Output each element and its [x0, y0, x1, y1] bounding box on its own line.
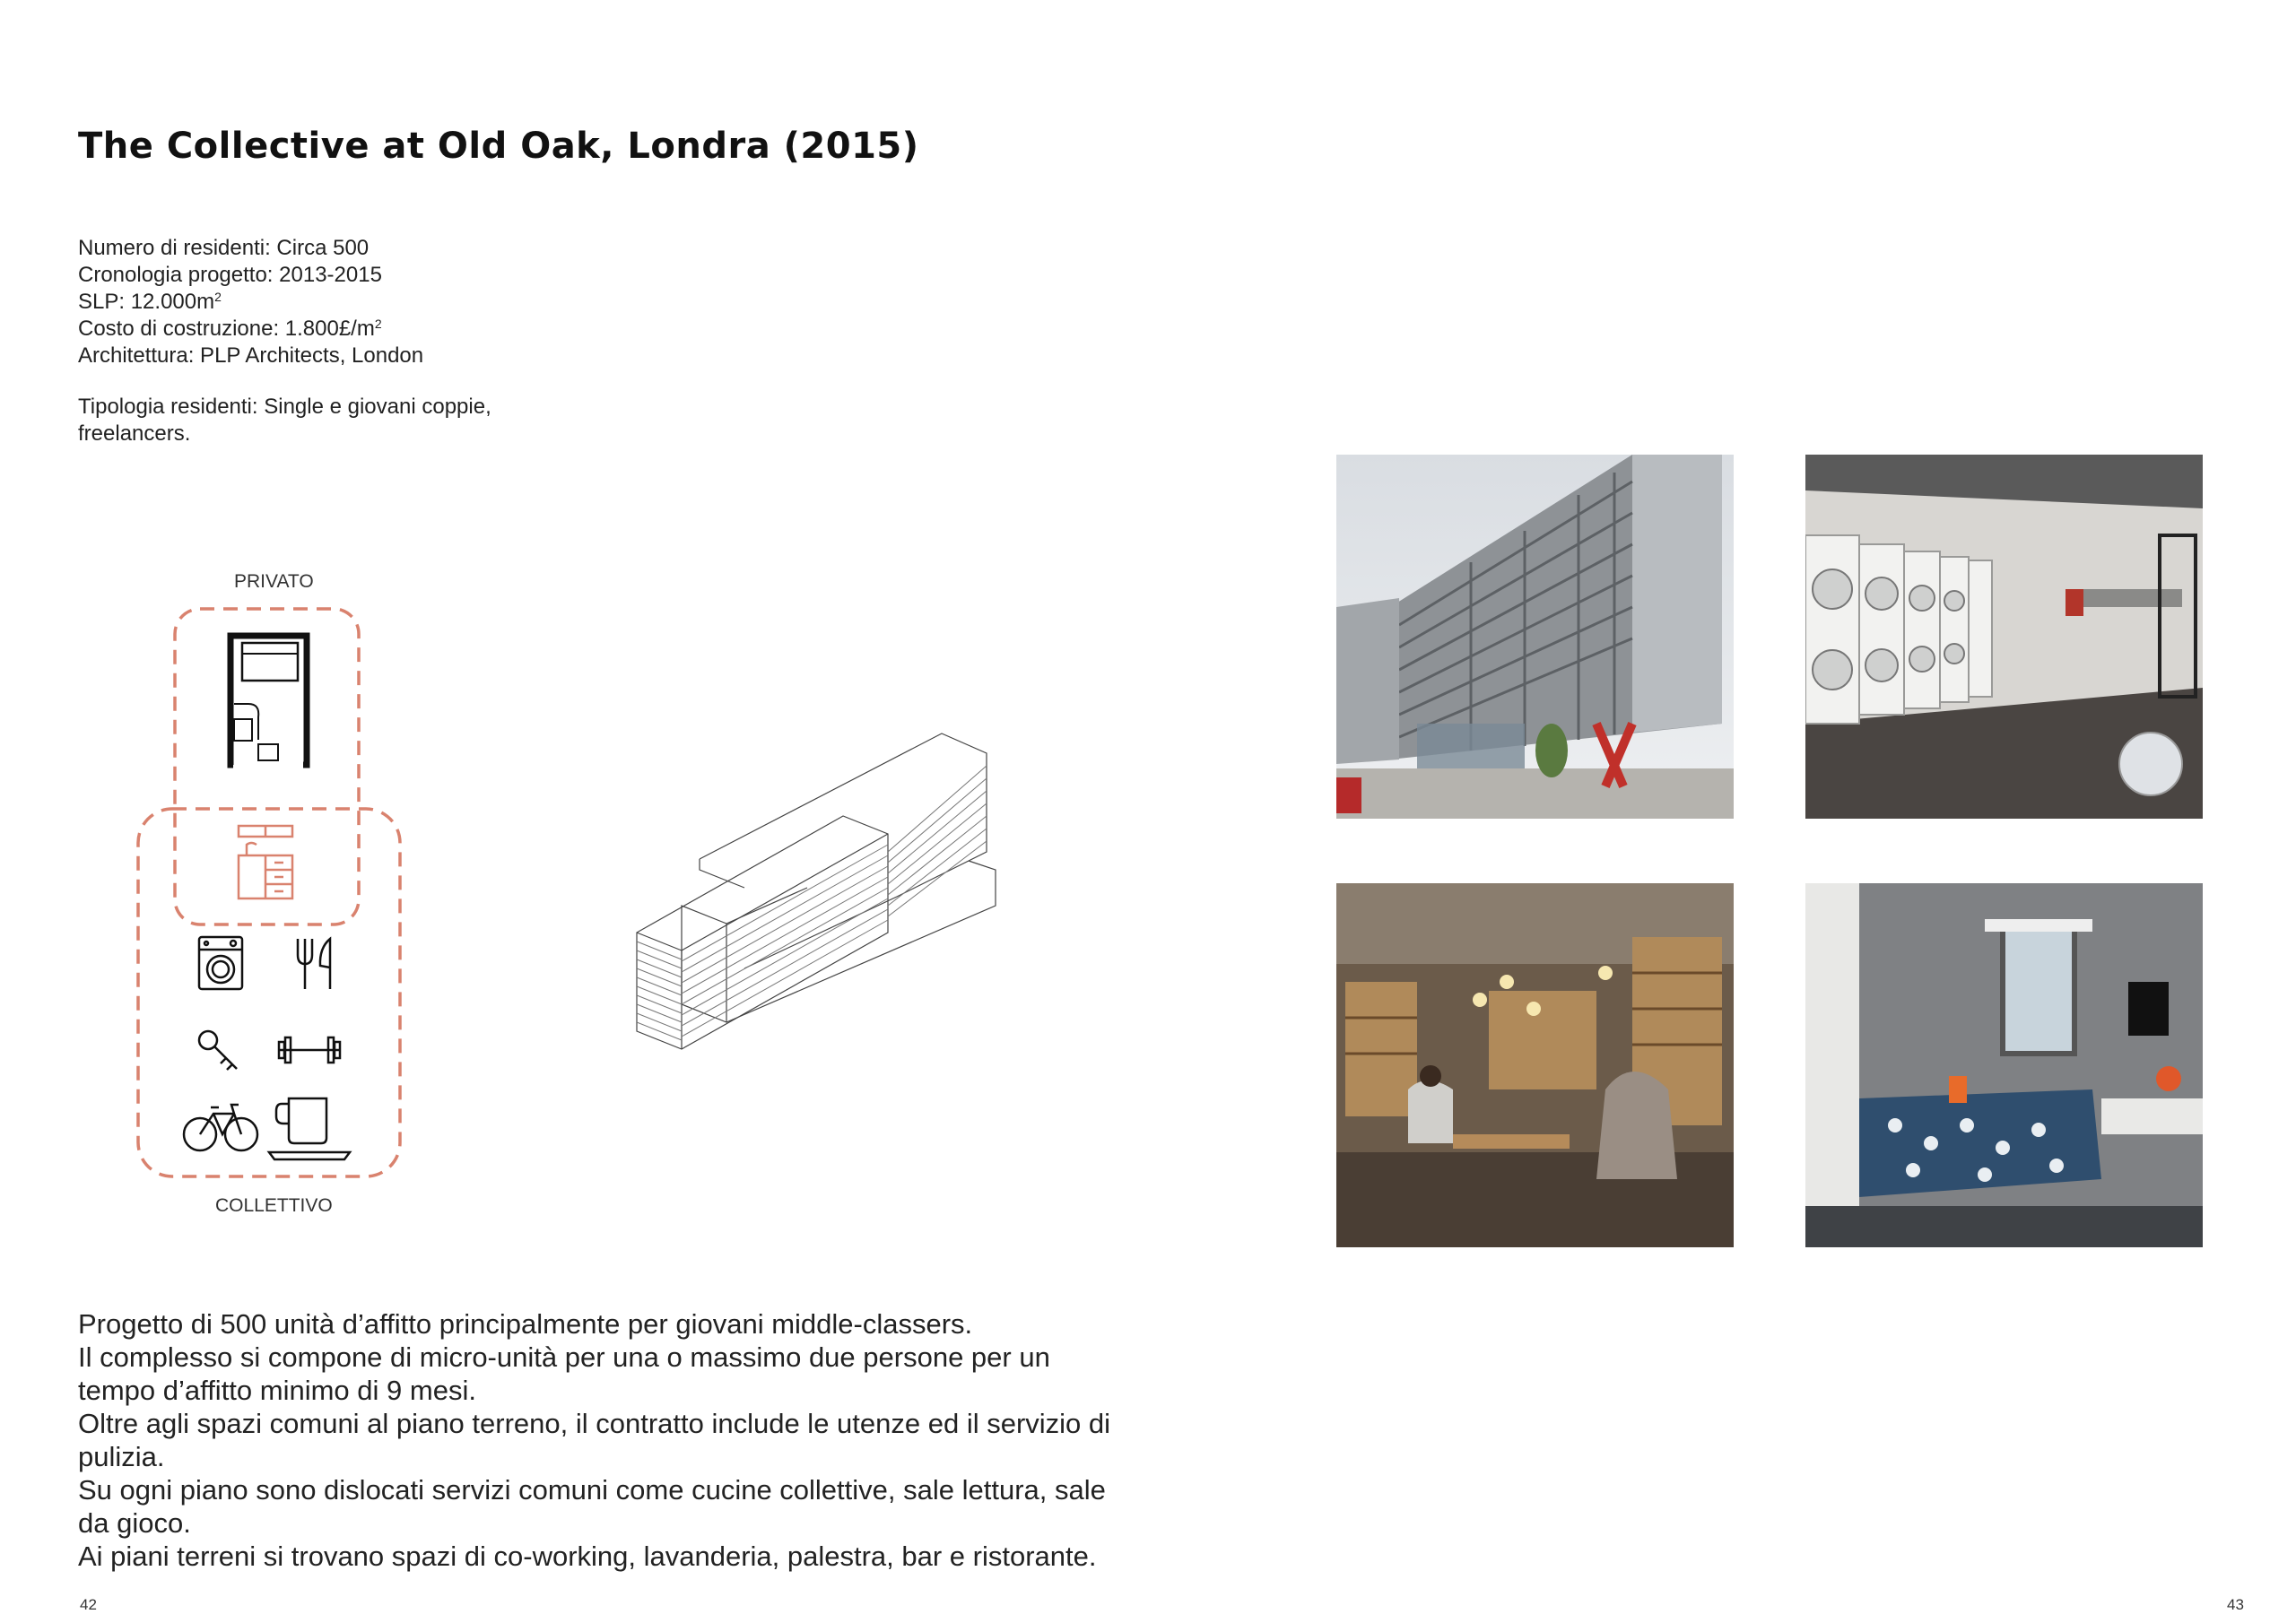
key-icon — [199, 1031, 237, 1070]
private-label: PRIVATO — [234, 571, 314, 592]
page-title: The Collective at Old Oak, Londra (2015) — [78, 126, 919, 167]
timeline-info: Cronologia progetto: 2013-2015 — [78, 263, 382, 287]
project-description: Progetto di 500 unità d’affitto principalmente per giovani middle-classers. Il complesso si compone di micro-unità per una o massimo due persone per un tempo d’affitto minimo di 9 mesi. Oltre agli spazi comuni al piano terreno, il contratto include le utenze ed il servizio di pulizia. Su ogni piano sono dislocati servizi comuni come cucine collettive, sale lettura, sale da gioco. Ai piani terreni si trovano spazi di co-working, lavanderia, palestra, bar e ristorante. — [78, 1308, 1111, 1572]
private-zone — [175, 609, 359, 924]
dumbbell-icon — [278, 1037, 341, 1063]
collective-label: COLLETTIVO — [215, 1195, 333, 1216]
fork-knife-icon — [298, 939, 330, 989]
collective-zone — [138, 809, 400, 1176]
page-number-right: 43 — [2227, 1596, 2244, 1613]
architecture-info: Architettura: PLP Architects, London — [78, 343, 424, 368]
slp-info: SLP: $12.000m^2$ — [78, 290, 222, 314]
project-info — [78, 235, 423, 369]
coffee-cup-icon — [269, 1098, 350, 1159]
page-number-left: 42 — [80, 1596, 97, 1613]
building-exterior-photo — [1336, 455, 1734, 819]
axonometric-drawing — [628, 726, 1004, 1067]
kitchen-icon — [239, 826, 292, 898]
washing-machine-icon — [199, 937, 242, 989]
cost-info: Costo di costruzione: $1.800£/m^2$ — [78, 317, 382, 341]
laundry-photo — [1805, 455, 2203, 819]
residents-info: Numero di residenti: Circa 500 — [78, 236, 370, 260]
resident-typology: Tipologia residenti: Single e giovani coppie, freelancers. — [78, 395, 491, 446]
room-plan-icon — [230, 636, 307, 765]
lounge-photo — [1336, 883, 1734, 1247]
bedroom-photo — [1805, 883, 2203, 1247]
bicycle-icon — [184, 1105, 257, 1150]
private-collective-diagram — [126, 596, 413, 1193]
